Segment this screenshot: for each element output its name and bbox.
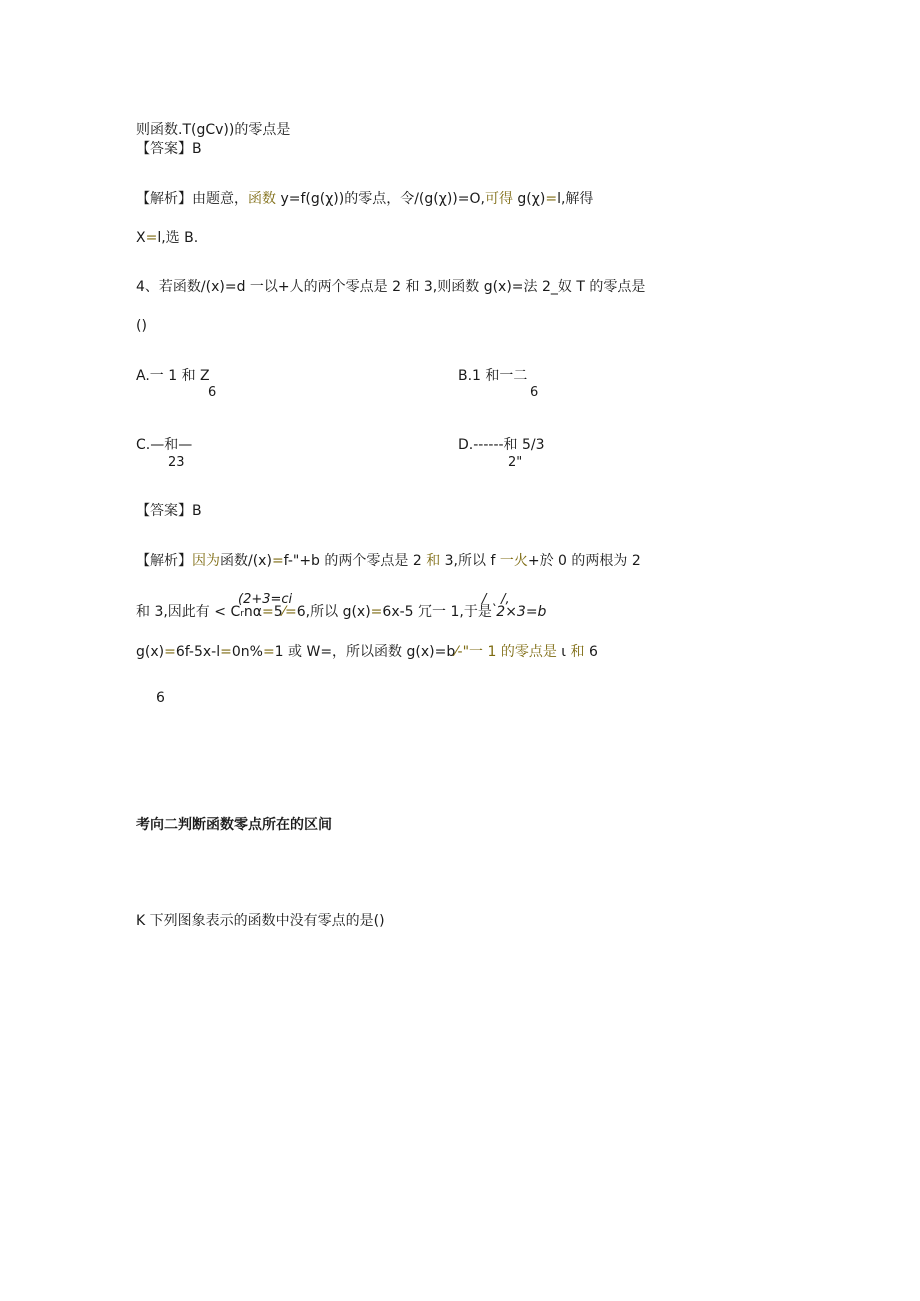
text-span: f-"+b 的两个零点是 2 xyxy=(283,553,427,569)
highlight-text: ⁄-"一 1 xyxy=(455,644,501,660)
question-1: K 下列图象表示的函数中没有零点的是() xyxy=(136,913,385,929)
text-span: 3,所以 f xyxy=(440,553,500,569)
highlight-text: 可得 xyxy=(484,191,513,207)
text-span: X xyxy=(136,230,146,246)
answer-2: 【答案】B xyxy=(136,503,202,519)
system-bottom: 2×3=b xyxy=(496,604,547,620)
text-span: 5 xyxy=(273,604,283,620)
system-marks: / ˎ /, xyxy=(482,592,510,607)
question-4: 4、若函数/(x)=d 一以+人的两个零点是 2 和 3,则函数 g(x)=法 2_奴 T 的零点是 xyxy=(136,279,646,295)
highlight-text: = xyxy=(370,604,383,620)
highlight-text: = xyxy=(545,191,558,207)
highlight-text: 函数 xyxy=(248,191,276,207)
explanation-1-line-2 xyxy=(136,231,198,246)
text-span: 函数/(x) xyxy=(220,553,272,569)
intro-line: 则函数.T(gCv))的零点是 xyxy=(136,122,291,138)
text-span: l,解得 xyxy=(557,191,594,207)
highlight-text: 一火 xyxy=(499,553,528,569)
text-span: g(x) xyxy=(136,644,165,660)
highlight-text: = xyxy=(262,604,274,620)
highlight-text: = xyxy=(271,553,284,569)
highlight-text: = xyxy=(164,644,176,660)
highlight-text: = xyxy=(220,644,232,660)
option-a: A.一 1 和 Z xyxy=(136,368,210,384)
text-span: y=f(g(χ))的零点，令/(g(χ))=O, xyxy=(276,191,485,207)
text-span: ι xyxy=(556,644,571,660)
highlight-text: = xyxy=(262,644,275,660)
highlight-text: 的零点是 xyxy=(500,644,557,660)
text-span: 6x-5 xyxy=(382,604,414,620)
highlight-text: 因为 xyxy=(192,553,220,569)
option-b: B.1 和一二 xyxy=(458,368,528,384)
explanation-label: 【解析】 xyxy=(136,553,192,569)
highlight-text: 和 xyxy=(570,644,585,660)
section-heading: 考向二判断函数零点所在的区间 xyxy=(136,817,332,833)
explanation-1-line-1 xyxy=(136,192,593,207)
system-top: (2+3=ci xyxy=(238,592,293,607)
explanation-2-line-1 xyxy=(136,554,641,569)
option-d-subscript: 2" xyxy=(508,455,523,470)
option-b-subscript: 6 xyxy=(530,385,539,400)
text-span: 6,所以 g(x) xyxy=(296,604,371,620)
text-span: 0n% xyxy=(231,644,263,660)
text-span: 冗一 1,于是 xyxy=(413,604,492,620)
option-a-subscript: 6 xyxy=(208,385,217,400)
text-span: 6 xyxy=(584,644,598,660)
subscript-r: r xyxy=(240,609,244,619)
option-c: C.—和— xyxy=(136,437,193,453)
explanation-2-line-2 xyxy=(136,605,546,620)
answer-1: 【答案】B xyxy=(136,141,202,157)
explanation-2-line-3 xyxy=(136,645,598,660)
question-4-paren: () xyxy=(136,318,147,334)
text-span: 1 或 W=，所以函数 g(x)=b xyxy=(274,644,456,660)
option-c-subscript: 23 xyxy=(168,455,185,470)
text-span: 6f-5x-l xyxy=(175,644,221,660)
explanation-label: 【解析】由题意， xyxy=(136,191,248,207)
highlight-text: = xyxy=(145,230,158,246)
highlight-text: ⁄= xyxy=(282,604,297,620)
text-span: l,选 B. xyxy=(157,230,199,246)
option-d: D.------和 5/3 xyxy=(458,437,545,453)
text-span: 和 3,因此有 < C xyxy=(136,604,241,620)
text-span: nα xyxy=(243,604,263,620)
text-span: g(χ) xyxy=(512,191,546,207)
highlight-text: 和 xyxy=(426,553,441,569)
lone-digit: 6 xyxy=(156,690,165,706)
text-span: +於 0 的两根为 2 xyxy=(527,553,641,569)
